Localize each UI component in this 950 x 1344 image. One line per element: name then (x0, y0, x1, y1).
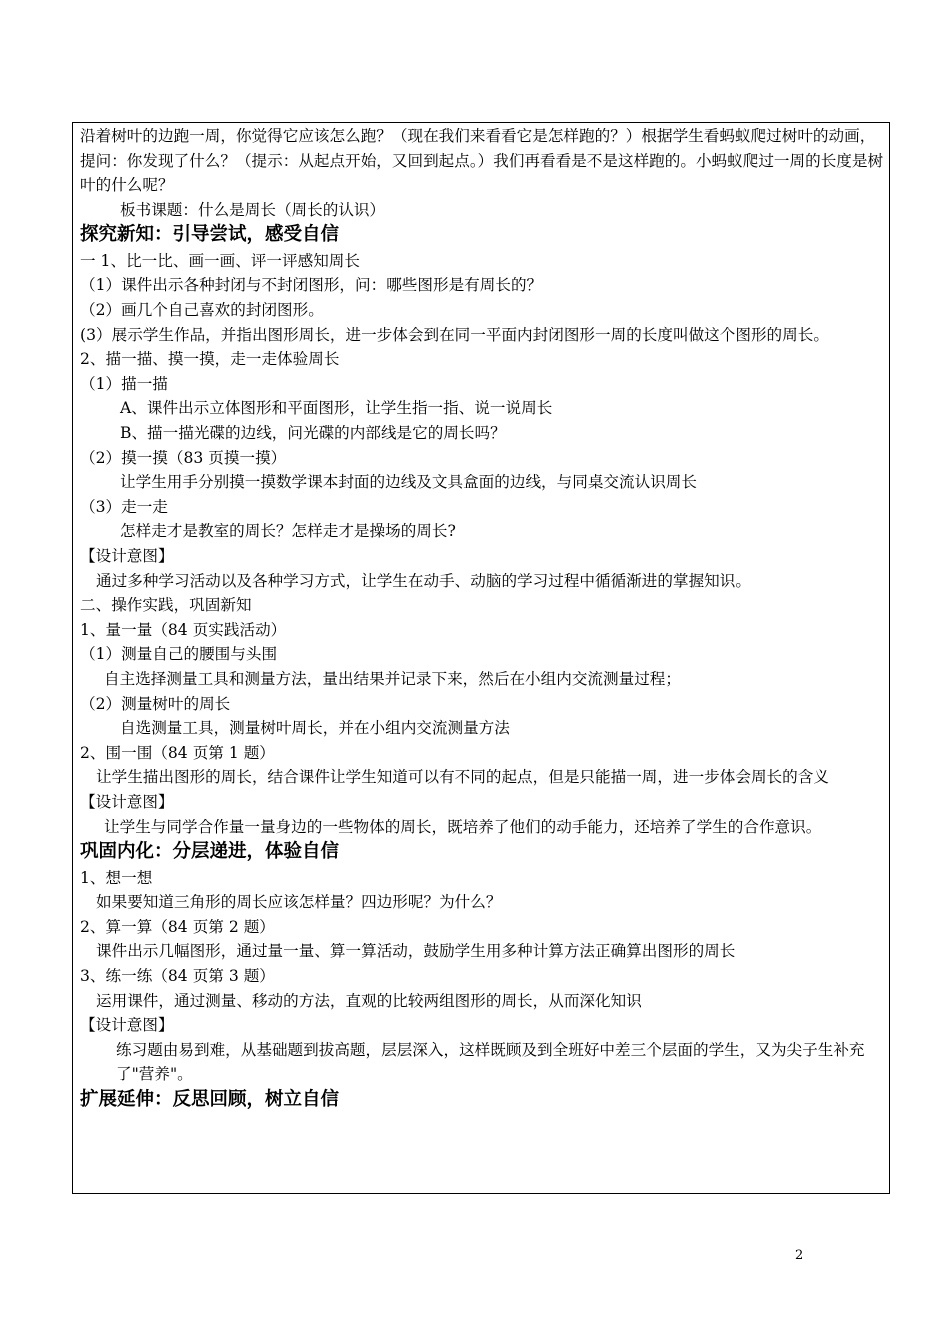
paragraph: 自选测量工具，测量树叶周长，并在小组内交流测量方法 (120, 719, 510, 738)
paragraph: （2）测量树叶的周长 (80, 694, 231, 713)
lesson-content (80, 124, 886, 1113)
paragraph: （3）走一走 (80, 497, 168, 516)
paragraph: 让学生用手分别摸一摸数学课本封面的边线及文具盒面的边线，与同桌交流认识周长 (120, 473, 697, 492)
blackboard-title: 板书课题：什么是周长（周长的认识） (120, 200, 386, 219)
paragraph: 自主选择测量工具和测量方法，量出结果并记录下来，然后在小组内交流测量过程； (104, 669, 681, 688)
design-intent-label: 【设计意图】 (80, 792, 174, 811)
paragraph: 2、算一算（84 页第 2 题） (80, 917, 275, 936)
paragraph: 运用课件，通过测量、移动的方法，直观的比较两组图形的周长，从而深化知识 (96, 991, 642, 1010)
page-number: 2 (795, 1248, 804, 1263)
paragraph: （1）描一描 (80, 374, 168, 393)
paragraph: 让学生与同学合作量一量身边的一些物体的周长，既培养了他们的动手能力，还培养了学生的合作意识。 (104, 817, 822, 836)
paragraph: B、描一描光碟的边线，问光碟的内部线是它的周长吗？ (120, 424, 506, 443)
paragraph: 怎样走才是教室的周长？怎样走才是操场的周长? (120, 522, 456, 541)
paragraph: 1、量一量（84 页实践活动） (80, 620, 287, 639)
paragraph: 一 1、比一比、画一画、评一评感知周长 (80, 251, 360, 270)
paragraph: （1）测量自己的腰围与头围 (80, 645, 278, 664)
paragraph: 如果要知道三角形的周长应该怎样量？四边形呢？为什么？ (96, 893, 502, 912)
paragraph: 让学生描出图形的周长，结合课件让学生知道可以有不同的起点，但是只能描一周，进一步体会周长的含义 (96, 768, 829, 787)
paragraph: 二、操作实践，巩固新知 (80, 596, 252, 615)
section-heading: 扩展延伸：反思回顾，树立自信 (80, 1088, 340, 1110)
paragraph: 1、想一想 (80, 868, 153, 887)
paragraph: (3）展示学生作品，并指出图形周长，进一步体会到在同一平面内封闭图形一周的长度叫做这个图形的周长。 (80, 325, 829, 344)
paragraph: 课件出示几幅图形，通过量一量、算一算活动，鼓励学生用多种计算方法正确算出图形的周长 (96, 942, 736, 961)
paragraph: 2、描一描、摸一摸，走一走体验周长 (80, 350, 340, 369)
section-heading: 巩固内化：分层递进，体验自信 (80, 841, 340, 863)
section-heading: 探究新知：引导尝试，感受自信 (80, 224, 340, 246)
paragraph: （1）课件出示各种封闭与不封闭图形，问：哪些图形是有周长的？ (80, 276, 543, 295)
design-intent-label: 【设计意图】 (80, 1016, 174, 1035)
paragraph: 通过多种学习活动以及各种学习方式，让学生在动手、动脑的学习过程中循循渐进的掌握知识。 (96, 571, 751, 590)
paragraph: A、课件出示立体图形和平面图形，让学生指一指、说一说周长 (120, 399, 553, 418)
paragraph: 沿着树叶的边跑一周，你觉得它应该怎么跑？（现在我们来看看它是怎样跑的？）根据学生看蚂蚁爬过树叶的动画，提问：你发现了什么？（提示：从起点开始，又回到起点。）我们再看看是不是这样跑的。小蚂蚁爬过一周的长度是树叶的什么呢？ (80, 127, 884, 195)
paragraph: 练习题由易到难，从基础题到拔高题，层层深入，这样既顾及到全班好中差三个层面的学生，又为尖子生补充了"营养"。 (116, 1040, 865, 1084)
design-intent-label: 【设计意图】 (80, 547, 174, 565)
paragraph: （2）画几个自己喜欢的封闭图形。 (80, 301, 324, 320)
paragraph: 2、围一围（84 页第 1 题） (80, 743, 275, 762)
paragraph: 3、练一练（84 页第 3 题） (80, 967, 275, 985)
paragraph: （2）摸一摸（83 页摸一摸） (80, 448, 287, 467)
